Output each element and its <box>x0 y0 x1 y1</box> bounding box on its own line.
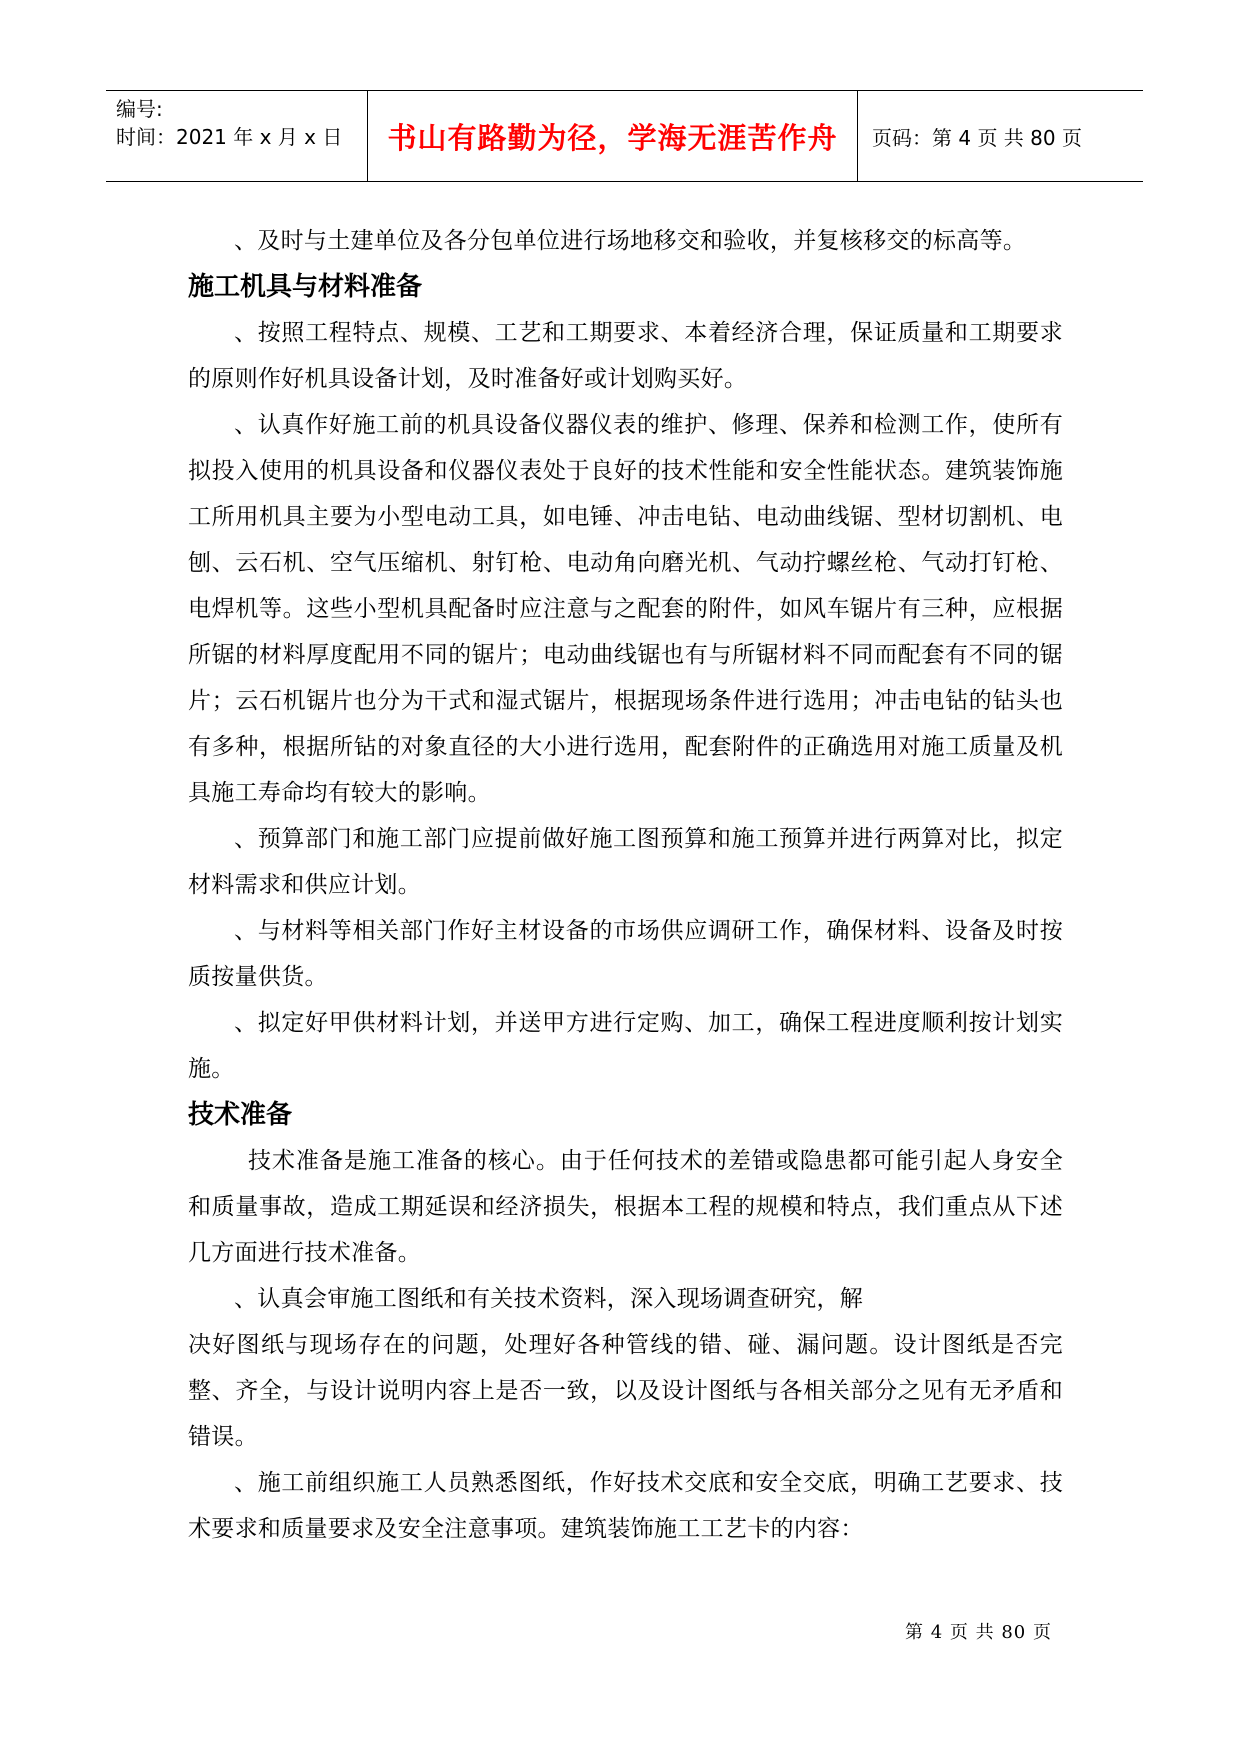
header-page-number: 页码：第 4 页 共 80 页 <box>872 125 1082 150</box>
section-heading-equipment-materials: 施工机具与材料准备 <box>188 272 423 302</box>
paragraph-equipment-maintenance: 、认真作好施工前的机具设备仪器仪表的维护、修理、保养和检测工作，使所有拟投入使用的机具设备和仪器仪表处于良好的技术性能和安全性能状态。建筑装饰施工所用机具主要为小型电动工具，如电锤、冲击电钻、电动曲线锯、型材切割机、电刨、云石机、空气压缩机、射钉枪、电动角向磨光机、气动拧螺丝枪、气动打钉枪、电焊机等。这些小型机具配备时应注意与之配套的附件，如风车锯片有三种，应根据所锯的材料厚度配用不同的锯片；电动曲线锯也有与所锯材料不同而配套有不同的锯片；云石机锯片也分为干式和湿式锯片，根据现场条件进行选用；冲击电钻的钻头也有多种，根据所钻的对象直径的大小进行选用，配套附件的正确选用对施工质量及机具施工寿命均有较大的影响。 <box>188 412 1063 806</box>
paragraph-site-handover: 、及时与土建单位及各分包单位进行场地移交和验收，并复核移交的标高等。 <box>234 228 1027 254</box>
paragraph-owner-materials: 、拟定好甲供材料计划，并送甲方进行定购、加工，确保工程进度顺利按计划实施。 <box>188 1010 1063 1082</box>
document-number-label: 编号: <box>116 97 163 121</box>
page-header <box>106 90 1143 182</box>
document-body <box>188 218 1063 1552</box>
document-time-label: 时间：2021 年 x 月 x 日 <box>116 125 343 149</box>
header-motto: 书山有路勤为径，学海无涯苦作舟 <box>368 91 858 181</box>
paragraph-technical-core: 技术准备是施工准备的核心。由于任何技术的差错或隐患都可能引起人身安全和质量事故，造成工期延误和经济损失，根据本工程的规模和特点，我们重点从下述几方面进行技术准备。 <box>188 1148 1063 1266</box>
page-footer: 第 4 页 共 80 页 <box>905 1622 1052 1643</box>
paragraph-drawing-review-start: 、认真会审施工图纸和有关技术资料，深入现场调查研究，解 <box>234 1286 864 1312</box>
paragraph-equipment-plan: 、按照工程特点、规模、工艺和工期要求、本着经济合理，保证质量和工期要求的原则作好机具设备计划，及时准备好或计划购买好。 <box>188 320 1063 392</box>
paragraph-technical-briefing: 、施工前组织施工人员熟悉图纸，作好技术交底和安全交底，明确工艺要求、技术要求和质量要求及安全注意事项。建筑装饰施工工艺卡的内容： <box>188 1470 1063 1542</box>
paragraph-budget: 、预算部门和施工部门应提前做好施工图预算和施工预算并进行两算对比，拟定材料需求和供应计划。 <box>188 826 1063 898</box>
section-heading-technical-preparation: 技术准备 <box>188 1100 293 1130</box>
paragraph-drawing-review-cont: 决好图纸与现场存在的问题，处理好各种管线的错、碰、漏问题。设计图纸是否完整、齐全，与设计说明内容上是否一致，以及设计图纸与各相关部分之见有无矛盾和错误。 <box>188 1332 1063 1450</box>
paragraph-supply-research: 、与材料等相关部门作好主材设备的市场供应调研工作，确保材料、设备及时按质按量供货。 <box>188 918 1063 990</box>
header-info-cell <box>106 91 368 181</box>
